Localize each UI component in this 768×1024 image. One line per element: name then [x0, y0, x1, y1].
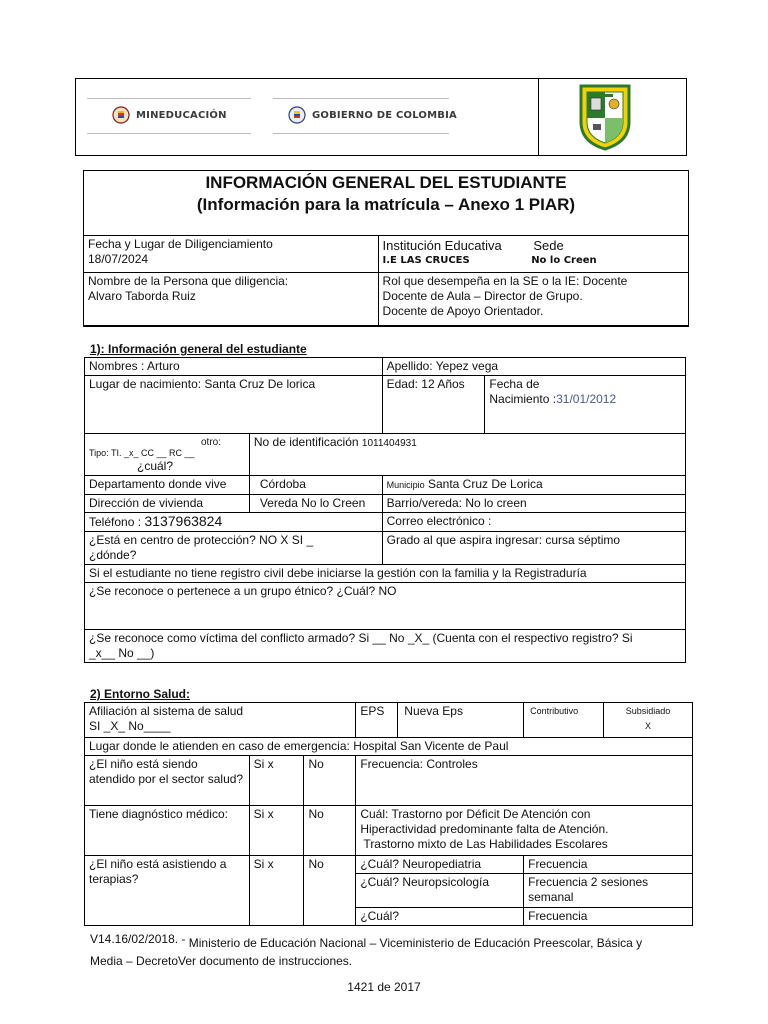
identificacion-cell: [249, 434, 685, 476]
footer-line-2: Media – DecretoVer documento de instrucciones.: [90, 954, 353, 968]
municipio-value: Santa Cruz De Lorica: [427, 477, 543, 491]
persona-label: Nombre de la Persona que diligencia:: [88, 274, 289, 288]
depto-value: Córdoba: [249, 476, 382, 495]
terapia-3: ¿Cuál?: [356, 908, 524, 926]
institucion-cell: [378, 236, 688, 273]
persona-cell: [84, 273, 379, 327]
sede-label: Sede: [533, 238, 564, 253]
mineducacion-logo-text: MINEDUCACIÓN: [136, 110, 227, 121]
header-rule: [87, 98, 251, 99]
student-info-table: [84, 357, 686, 663]
atendido-no: No: [304, 756, 356, 806]
footer-line-1: Ministerio de Educación Nacional – Viceministerio de Educación Preescolar, Básica y: [188, 936, 643, 950]
footer-version: V14.16/02/2018. -: [90, 932, 186, 946]
fecha-nac-value: 31/01/2012: [556, 392, 617, 406]
diagnostico-no: No: [304, 806, 356, 856]
correo-cell: Correo electrónico :: [382, 513, 685, 532]
direccion-label: Dirección de vivienda: [85, 495, 250, 513]
terapias-question: ¿El niño está asistiendo a terapias?: [85, 856, 250, 926]
diagnostico-question: Tiene diagnóstico médico:: [85, 806, 250, 856]
fecha-nac-label: Fecha de: [489, 377, 540, 391]
nombres-cell: Nombres : Arturo: [85, 358, 383, 376]
school-shield-icon: [577, 82, 633, 152]
gobierno-emblem-icon: [288, 106, 306, 124]
atendido-si: Si x: [249, 756, 304, 806]
fecha-nac-label-2: Nacimiento :: [489, 392, 557, 406]
terapias-si: Si x: [249, 856, 304, 926]
contributivo-cell: Contributivo: [524, 703, 604, 738]
municipio-label: Municipio: [386, 480, 425, 490]
frecuencia-controles: Frecuencia: Controles: [356, 756, 693, 806]
proteccion-cell: [85, 532, 383, 565]
telefono-cell: [85, 513, 383, 532]
atendido-question: ¿El niño está siendo atendido por el sector salud?: [85, 756, 250, 806]
page-title: INFORMACIÓN GENERAL DEL ESTUDIANTE: [205, 173, 567, 192]
afiliacion-line-1: Afiliación al sistema de salud: [89, 704, 244, 718]
edad-cell: Edad: 12 Años: [382, 376, 485, 434]
rol-line-1: Rol que desempeña en la SE o la IE: Docente: [382, 274, 628, 288]
afiliacion-line-2: SI _X_ No____: [89, 719, 171, 733]
proteccion-line-2: ¿dónde?: [89, 548, 137, 562]
lugar-nacimiento-cell: Lugar de nacimiento: Santa Cruz De lorica: [85, 376, 383, 434]
tipo-doc-cell: [85, 434, 250, 476]
page-subtitle: (Información para la matrícula – Anexo 1 PIAR): [196, 195, 576, 214]
subsidiado-cell: [604, 703, 693, 738]
victima-line-1: ¿Se reconoce como víctima del conflicto armado? Si __ No _X_ (Cuenta con el respectivo registro? Si: [89, 631, 633, 645]
terapia-1: ¿Cuál? Neuropediatria: [356, 856, 524, 874]
emergencia-cell: Lugar donde le atienden en caso de emergencia: Hospital San Vicente de Paul: [85, 738, 693, 756]
direccion-value: Vereda No lo Creen: [249, 495, 382, 513]
eps-value: Nueva Eps: [398, 703, 524, 738]
tipo-cual: ¿cuál?: [137, 459, 174, 473]
header-rule: [273, 133, 449, 134]
header-rule: [273, 98, 449, 99]
health-table: [84, 702, 693, 926]
afiliacion-cell: [85, 703, 356, 738]
diag-line-3: Trastorno mixto de Las Habilidades Escolares: [360, 837, 608, 851]
subsidiado-label: Subsidiado: [625, 706, 671, 716]
institucion-value: I.E LAS CRUCES: [382, 255, 470, 266]
tipo-line: Tipo: TI. _x_ CC __ RC __: [89, 448, 195, 458]
terapia-2: ¿Cuál? Neuropsicología: [356, 874, 524, 908]
fecha-value: 18/07/2024: [88, 252, 149, 266]
terapias-no: No: [304, 856, 356, 926]
footer-decree: 1421 de 2017: [347, 980, 421, 994]
header-rule: [87, 133, 251, 134]
rol-line-2: Docente de Aula – Director de Grupo.: [382, 289, 583, 303]
institucion-label: Institución Educativa: [382, 238, 502, 253]
frecuencia-1: Frecuencia: [524, 856, 693, 874]
frecuencia-3: Frecuencia: [524, 908, 693, 926]
fecha-label: Fecha y Lugar de Diligenciamiento: [88, 237, 273, 251]
telefono-value: 3137963824: [144, 513, 223, 529]
depto-label: Departamento donde vive: [85, 476, 250, 495]
diagnostico-si: Si x: [249, 806, 304, 856]
rol-cell: [378, 273, 688, 327]
victima-line-2: _x__ No __): [89, 646, 155, 660]
frecuencia-2: Frecuencia 2 sesiones semanal: [524, 874, 693, 908]
section1-title: 1): Información general del estudiante: [90, 342, 307, 356]
registro-cell: Si el estudiante no tiene registro civil debe iniciarse la gestión con la familia y la Registraduría: [85, 565, 686, 583]
apellido-cell: Apellido: Yepez vega: [382, 358, 685, 376]
etnico-cell: ¿Se reconoce o pertenece a un grupo étnico? ¿Cuál? NO: [85, 583, 686, 630]
intro-table: [83, 235, 689, 327]
diag-line-2: Hiperactividad predominante falta de Atención.: [360, 822, 609, 836]
persona-value: Alvaro Taborda Ruiz: [88, 289, 196, 303]
subsidiado-mark: X: [645, 721, 652, 731]
telefono-label: Teléfono :: [89, 515, 142, 529]
section2-title: 2) Entorno Salud:: [90, 687, 190, 701]
fecha-nacimiento-cell: [485, 376, 686, 434]
fecha-cell: [84, 236, 379, 273]
diagnostico-detail: [356, 806, 693, 856]
header-divider: [538, 78, 539, 156]
gobierno-logo-text: GOBIERNO DE COLOMBIA: [312, 110, 457, 121]
barrio-cell: Barrio/vereda: No lo creen: [382, 495, 685, 513]
grado-cell: Grado al que aspira ingresar: cursa séptimo: [382, 532, 685, 565]
sede-value: No lo Creen: [531, 255, 597, 266]
mineducacion-emblem-icon: [112, 106, 130, 124]
diag-line-1: Cuál: Trastorno por Déficit De Atención con: [360, 807, 591, 821]
footer-text: [90, 934, 690, 970]
municipio-cell: [382, 476, 685, 495]
rol-line-3: Docente de Apoyo Orientador.: [382, 304, 544, 318]
id-value: 1011404931: [361, 438, 417, 449]
tipo-otro: otro:: [201, 437, 222, 448]
proteccion-line-1: ¿Está en centro de protección? NO X SI _: [89, 533, 314, 547]
eps-label: EPS: [356, 703, 398, 738]
id-label: No de identificación: [253, 435, 359, 449]
victima-cell: [85, 630, 686, 663]
